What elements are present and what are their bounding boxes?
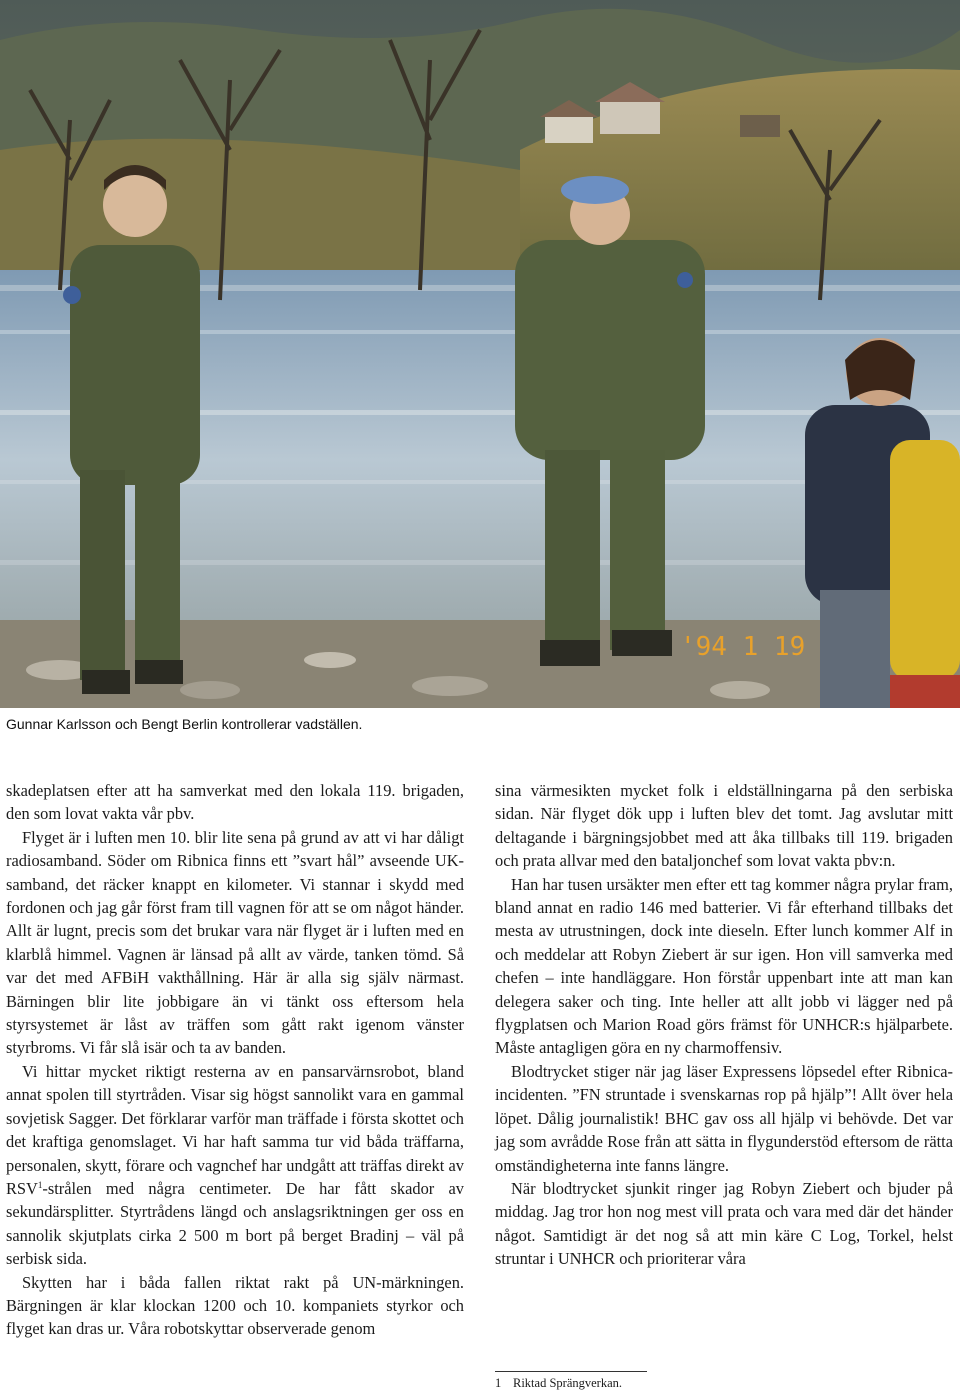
left-paragraph-4: Skytten har i båda fallen riktat rakt på UN-märkningen. Bärgningen är klar klockan 1200 och 10. kompaniets styrkor och flyget kan dras ur. Våra robotskyttar observerade genom xyxy=(6,1272,464,1339)
left-paragraph-3 xyxy=(6,1060,464,1271)
footnote-number: 1 xyxy=(495,1376,502,1390)
left-paragraph-3-end: -strålen med några centimeter. De har fått skador av sekundärsplitter. Styrtrådens längd och anslagsriktningen ger oss en sannolik skjutplats cirka 2 500 m bort på berget Bradinj – väl på serbisk sida. xyxy=(6,1178,464,1269)
photo-caption: Gunnar Karlsson och Bengt Berlin kontrollerar vadställen. xyxy=(6,716,363,732)
right-text-column xyxy=(495,779,953,1271)
footnote xyxy=(495,1376,622,1391)
photo-date-stamp: '94 1 19 xyxy=(680,632,806,662)
left-paragraph-2: Flyget är i luften men 10. blir lite sena på grund av att vi har dåligt radiosamband. Söder om Ribnica finns ett ”svart hål” avseende UK-samband, det räcker knappt en kilometer. Vi stannar i skydd med fordonen och jag går först fram till vagnen för att se om något händer. Allt är lugnt, precis som det brukar vara när flyget är i luften med en klarblå himmel. Vagnen är länsad på allt av värde, tanken tömd. Så var det med AFBiH vakthållning. Här är alla sig själv närmast. Bärningen blir lite jobbigare än vi tänkt oss eftersom hela styrsystemet är låst av träffen som gått rakt igenom vänster styrbroms. Vi får slå isär och ta av banden. xyxy=(6,827,464,1058)
footnote-divider xyxy=(495,1371,647,1372)
footnote-text: Riktad Sprängverkan. xyxy=(513,1376,623,1390)
left-paragraph-1: skadeplatsen efter att ha samverkat med den lokala 119. brigaden, den som lovat vakta vår pbv. xyxy=(6,781,464,824)
right-paragraph-4: När blodtrycket sjunkit ringer jag Robyn Ziebert och bjuder på middag. Jag tror hon nog mest vill prata och vara med där det händer något. Samtidigt är det nog så att min käre C Log, Torkel, helst struntar i UNHCR och prioriterar våra xyxy=(495,1178,953,1269)
left-paragraph-3-start: Vi hittar mycket riktigt resterna av en pansarvärnsrobot, bland annat spolen till styrtråden. Visar sig högst sannolikt vara en gammal sovjetisk Sagger. Det förklarar varför man träffade i första skottet och det kraftiga genomslaget. Vi har haft samma tur vid båda träffarna, personalen, skytt, förare och vagnchef har undgått att träffas direkt av RSV xyxy=(6,1061,464,1198)
left-text-column xyxy=(6,779,464,1341)
right-paragraph-2: Han har tusen ursäkter men efter ett tag kommer några prylar fram, bland annat en radio 146 med batterier. Vi får efterhand tillbaks det mesta av utrustningen, dock inte dieseln. Efter lunch kommer Alf in och meddelar att Robyn Ziebert är sur igen. Hon vill samverka med chefen – inte handläggare. Hon förstår uppenbart inte att man kan delegera saker och ting. Inte heller att allt jobb vi lägger ned på flygplatsen och Marion Road görs främst för UNHCR:s hjälparbete. Måste antagligen göra en ny charmoffensiv. xyxy=(495,874,953,1058)
right-paragraph-1: sina värmesikten mycket folk i eldställningarna på den serbiska sidan. När flyget dök upp i luften blev det tomt. Jag avslutar mitt deltagande i bärgningsjobbet med att åka tillbaks till 119. brigaden och prata allvar med den bataljonchef som lovat vakta pbv:n. xyxy=(495,781,953,871)
right-paragraph-3: Blodtrycket stiger när jag läser Expressens löpsedel efter Ribnica-incidenten. ”FN struntade i svenskarnas rop på hjälp”! Allt över hela löpet. Dålig journalistik! BHC gav oss all hjälp vi behövde. Det var jag som avrådde Rose från att sätta in flygunderstöd eftersom de rätta omständigheterna inte fanns längre. xyxy=(495,1061,953,1175)
footnote-reference[interactable]: 1 xyxy=(37,1179,43,1190)
